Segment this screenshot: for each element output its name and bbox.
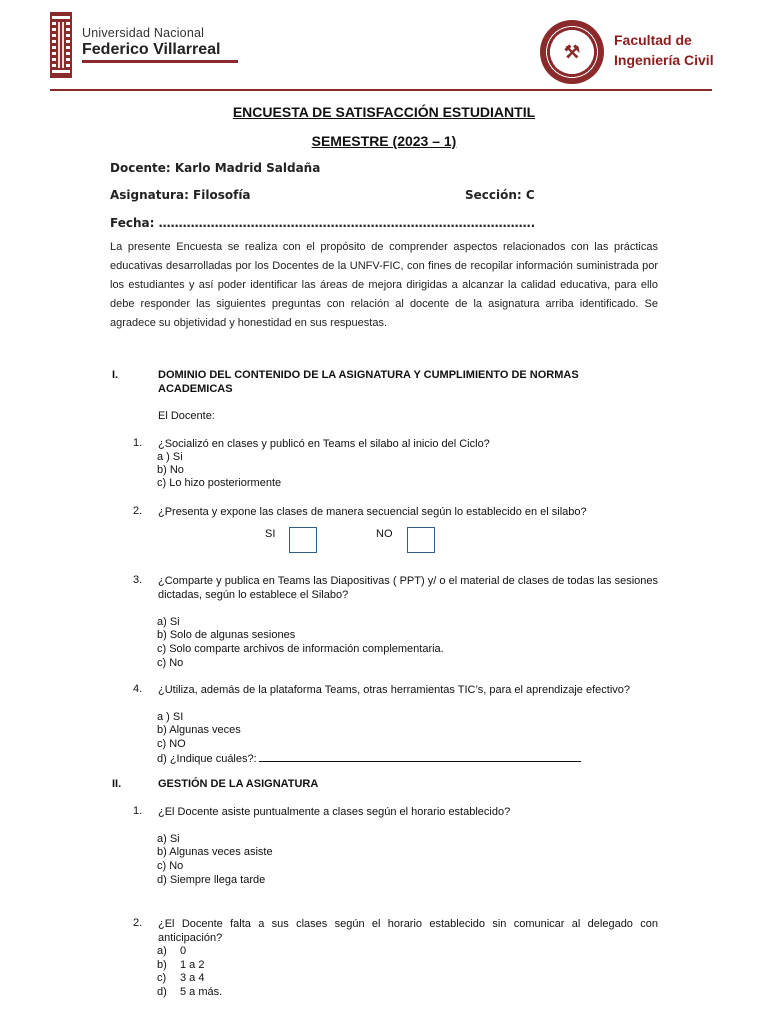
s2-q2-number: 2. (133, 917, 143, 929)
s1-q4-number: 4. (133, 683, 143, 695)
s2-q2-option-d-value[interactable]: 5 a más. (180, 986, 223, 998)
docente-field: Docente: Karlo Madrid Saldaña (110, 161, 321, 175)
university-underline (82, 60, 238, 63)
semester-title: SEMESTRE (2023 – 1) (311, 133, 457, 149)
university-name-line1: Universidad Nacional (82, 26, 205, 41)
section-1-title: DOMINIO DEL CONTENIDO DE LA ASIGNATURA Y CUMPLIMIENTO DE NORMAS ACADEMICAS (158, 369, 579, 395)
s2-q1-option-a[interactable]: a) Si (157, 833, 180, 845)
section-2-title: GESTIÓN DE LA ASIGNATURA (158, 778, 319, 790)
faculty-title (614, 30, 714, 70)
university-wordmark (82, 27, 238, 63)
s1-q2-no-label: NO (376, 528, 393, 540)
s2-q1-text: ¿El Docente asiste puntualmente a clases según el horario establecido? (158, 806, 511, 818)
s1-q4-option-a[interactable]: a ) SI (157, 711, 184, 723)
s1-q4-option-d[interactable] (157, 751, 581, 766)
section-1-lead: El Docente: (158, 410, 215, 422)
s1-q3-option-a[interactable]: a) Si (157, 616, 180, 628)
asignatura-field: Asignatura: Filosofía (110, 188, 251, 202)
s1-q1-option-b[interactable]: b) No (157, 464, 184, 476)
s2-q1-option-b[interactable]: b) Algunas veces asiste (157, 846, 273, 858)
s1-q2-number: 2. (133, 505, 143, 517)
s1-q1-option-c[interactable]: c) Lo hizo posteriormente (157, 477, 282, 489)
s1-q3-option-b[interactable]: b) Solo de algunas sesiones (157, 629, 296, 641)
s1-q3-number: 3. (133, 574, 143, 586)
header-divider (50, 89, 712, 91)
s2-q2-option-b-value[interactable]: 1 a 2 (180, 959, 205, 971)
s2-q2-text: ¿El Docente falta a sus clases según el horario establecido sin comunicar al delegado con anticipación? (158, 918, 658, 944)
section-2-number: II. (112, 778, 122, 790)
s1-q3-text: ¿Comparte y publica en Teams las Diapositivas ( PPT) y/ o el material de clases de todas las sesiones dictadas, según lo establece el Silabo? (158, 575, 658, 601)
s1-q4-indique-label: d) ¿Indique cuáles?: (157, 753, 257, 765)
s1-q1-option-a[interactable]: a ) Si (157, 451, 183, 463)
university-logo (50, 12, 238, 78)
s1-q2-si-checkbox[interactable] (289, 527, 317, 553)
university-crest-icon (50, 12, 72, 78)
faculty-title-line2: Ingeniería Civil (614, 52, 714, 68)
s2-q2-option-a-value[interactable]: 0 (180, 945, 187, 957)
intro-paragraph: La presente Encuesta se realiza con el propósito de comprender aspectos relacionados con las prácticas educativas desarrolladas por los Docentes de la UNFV-FIC, con fines de recopilar información suministrada por los estudiantes y así poder identificar las áreas de mejora dirigidas a alcanzar la calidad educativa, para ello debe responder las siguientes preguntas con relación al docente de la asignatura arriba identificado. Se agradece su objetividad y honestidad en sus respuestas. (110, 241, 658, 329)
s1-q3-option-d[interactable]: c) No (157, 657, 184, 669)
s2-q2-option-d-letter: d) (157, 986, 167, 998)
fecha-field: Fecha: …………………………………………………………………………………. (110, 216, 536, 230)
s1-q4-indique-blank[interactable] (259, 751, 581, 762)
s1-q2-text: ¿Presenta y expone las clases de manera secuencial según lo establecido en el silabo? (158, 506, 587, 518)
s1-q2-si-label: SI (265, 528, 276, 540)
university-name-line2: Federico Villarreal (82, 40, 221, 58)
s1-q3-option-c[interactable]: c) Solo comparte archivos de información complementaria. (157, 643, 444, 655)
s2-q1-option-d[interactable]: d) Siempre llega tarde (157, 874, 266, 886)
faculty-seal-icon (540, 20, 604, 84)
survey-title: ENCUESTA DE SATISFACCIÓN ESTUDIANTIL (232, 104, 536, 120)
s2-q2-option-c-letter: c) (157, 972, 167, 984)
s2-q1-number: 1. (133, 805, 143, 817)
s2-q2-option-b-letter: b) (157, 959, 167, 971)
s2-q2-option-a-letter: a) (157, 945, 167, 957)
s1-q4-option-b[interactable]: b) Algunas veces (157, 724, 241, 736)
section-1-number: I. (112, 369, 119, 381)
seccion-field: Sección: C (465, 188, 535, 202)
s1-q2-no-checkbox[interactable] (407, 527, 435, 553)
s2-q2-option-c-value[interactable]: 3 a 4 (180, 972, 205, 984)
s1-q1-number: 1. (133, 437, 143, 449)
s1-q1-text: ¿Socializó en clases y publicó en Teams el silabo al inicio del Ciclo? (158, 438, 490, 450)
s2-q1-option-c[interactable]: c) No (157, 860, 184, 872)
s1-q4-text: ¿Utiliza, además de la plataforma Teams, otras herramientas TIC’s, para el aprendizaje efectivo? (158, 684, 631, 696)
seal-emblem-icon: ⚒ (563, 41, 581, 63)
faculty-title-line1: Facultad de (614, 32, 692, 48)
s1-q4-option-c[interactable]: c) NO (157, 738, 186, 750)
